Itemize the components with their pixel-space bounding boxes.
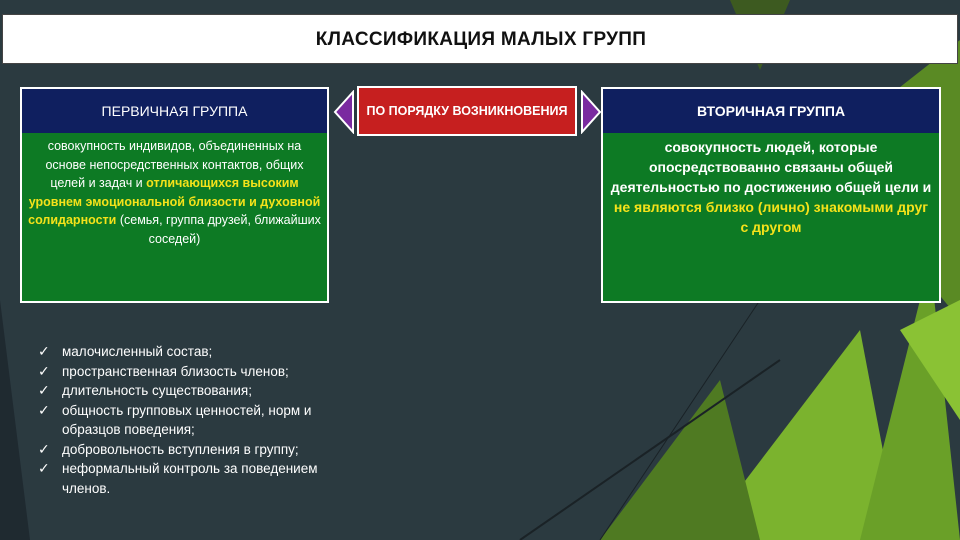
list-item: ✓ малочисленный состав; xyxy=(38,342,338,362)
list-item: ✓ длительность существования; xyxy=(38,381,338,401)
primary-group-definition xyxy=(20,133,329,303)
check-icon: ✓ xyxy=(38,362,50,379)
arrow-left-icon xyxy=(333,90,355,134)
check-icon: ✓ xyxy=(38,343,50,359)
secondary-group-heading: ВТОРИЧНАЯ ГРУППА xyxy=(601,87,941,133)
secondary-group-definition xyxy=(601,133,941,303)
page-title: КЛАССИФИКАЦИЯ МАЛЫХ ГРУПП xyxy=(315,29,647,50)
list-item: ✓ пространственная близость членов; xyxy=(38,362,338,382)
title-bar xyxy=(2,14,958,64)
classification-criterion: ПО ПОРЯДКУ ВОЗНИКНОВЕНИЯ xyxy=(357,86,577,136)
primary-group-text-a: совокупность индивидов, объединенных на основе непосредственных контактов, общих целей и задач и xyxy=(45,139,304,190)
primary-group-features xyxy=(38,342,338,498)
check-icon: ✓ xyxy=(38,440,50,457)
primary-group-examples: (семья, группа друзей, ближайших соседей) xyxy=(119,213,321,246)
check-icon: ✓ xyxy=(38,401,50,418)
list-item: ✓ неформальный контроль за поведением членов. xyxy=(38,460,318,496)
list-item: ✓ общность групповых ценностей, норм и образцов поведения; xyxy=(38,401,312,437)
list-item: ✓ добровольность вступления в группу; xyxy=(38,440,338,460)
primary-group-highlight: отличающихся высоким уровнем эмоциональной близости и духовной солидарности xyxy=(28,176,321,227)
check-icon: ✓ xyxy=(38,382,50,398)
secondary-group-text-a: совокупность людей, которые опосредствованно связаны общей деятельностью по достижению общей цели и xyxy=(610,139,932,195)
primary-group-heading: ПЕРВИЧНАЯ ГРУППА xyxy=(20,87,329,133)
check-icon: ✓ xyxy=(38,460,50,476)
arrow-right-icon xyxy=(580,90,602,134)
secondary-group-highlight: не являются близко (лично) знакомыми друг с другом xyxy=(613,199,929,235)
